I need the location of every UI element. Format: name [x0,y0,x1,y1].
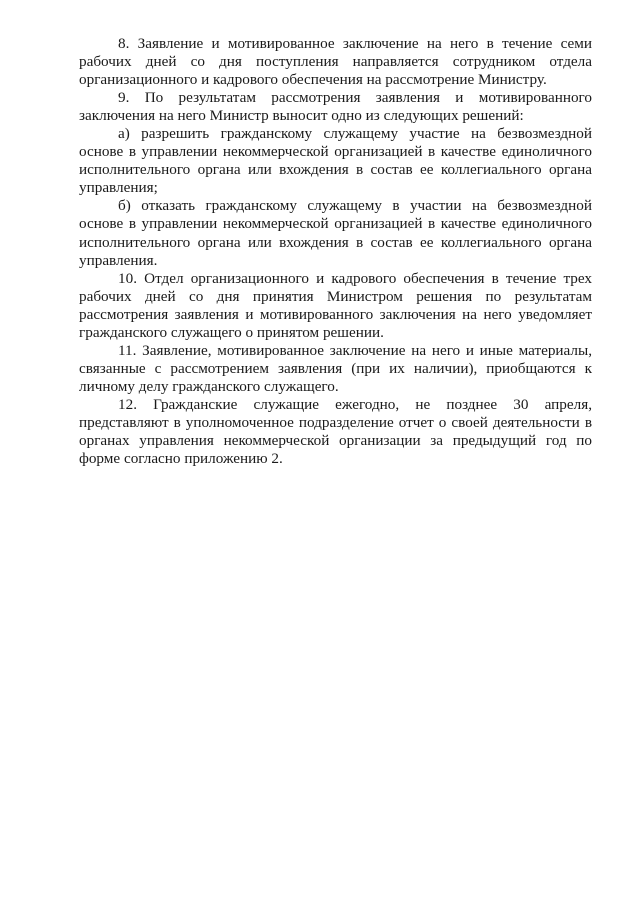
paragraph-9: 9. По результатам рассмотрения заявления и мотивированного заключения на него Министр выносит одно из следующих решений: [79,89,592,125]
paragraph-9a: а) разрешить гражданскому служащему участие на безвозмездной основе в управлении некоммерческой организацией в качестве единоличного исполнительного органа или вхождения в состав ее коллегиального органа управления; [79,125,592,197]
document-page [79,35,592,468]
paragraph-9b: б) отказать гражданскому служащему в участии на безвозмездной основе в управлении некоммерческой организацией в качестве единоличного исполнительного органа или вхождения в состав ее коллегиального органа управления. [79,197,592,269]
paragraph-10: 10. Отдел организационного и кадрового обеспечения в течение трех рабочих дней со дня принятия Министром решения по результатам рассмотрения заявления и мотивированного заключения на него уведомляет гражданского служащего о принятом решении. [79,269,592,341]
paragraph-12: 12. Гражданские служащие ежегодно, не позднее 30 апреля, представляют в уполномоченное подразделение отчет о своей деятельности в органах управления некоммерческой организации за предыдущий год по форме согласно приложению 2. [79,395,592,468]
paragraph-11: 11. Заявление, мотивированное заключение на него и иные материалы, связанные с рассмотрением заявления (при их наличии), приобщаются к личному делу гражданского служащего. [79,341,592,395]
paragraph-8: 8. Заявление и мотивированное заключение на него в течение семи рабочих дней со дня поступления направляется сотрудником отдела организационного и кадрового обеспечения на рассмотрение Министру. [79,35,592,89]
